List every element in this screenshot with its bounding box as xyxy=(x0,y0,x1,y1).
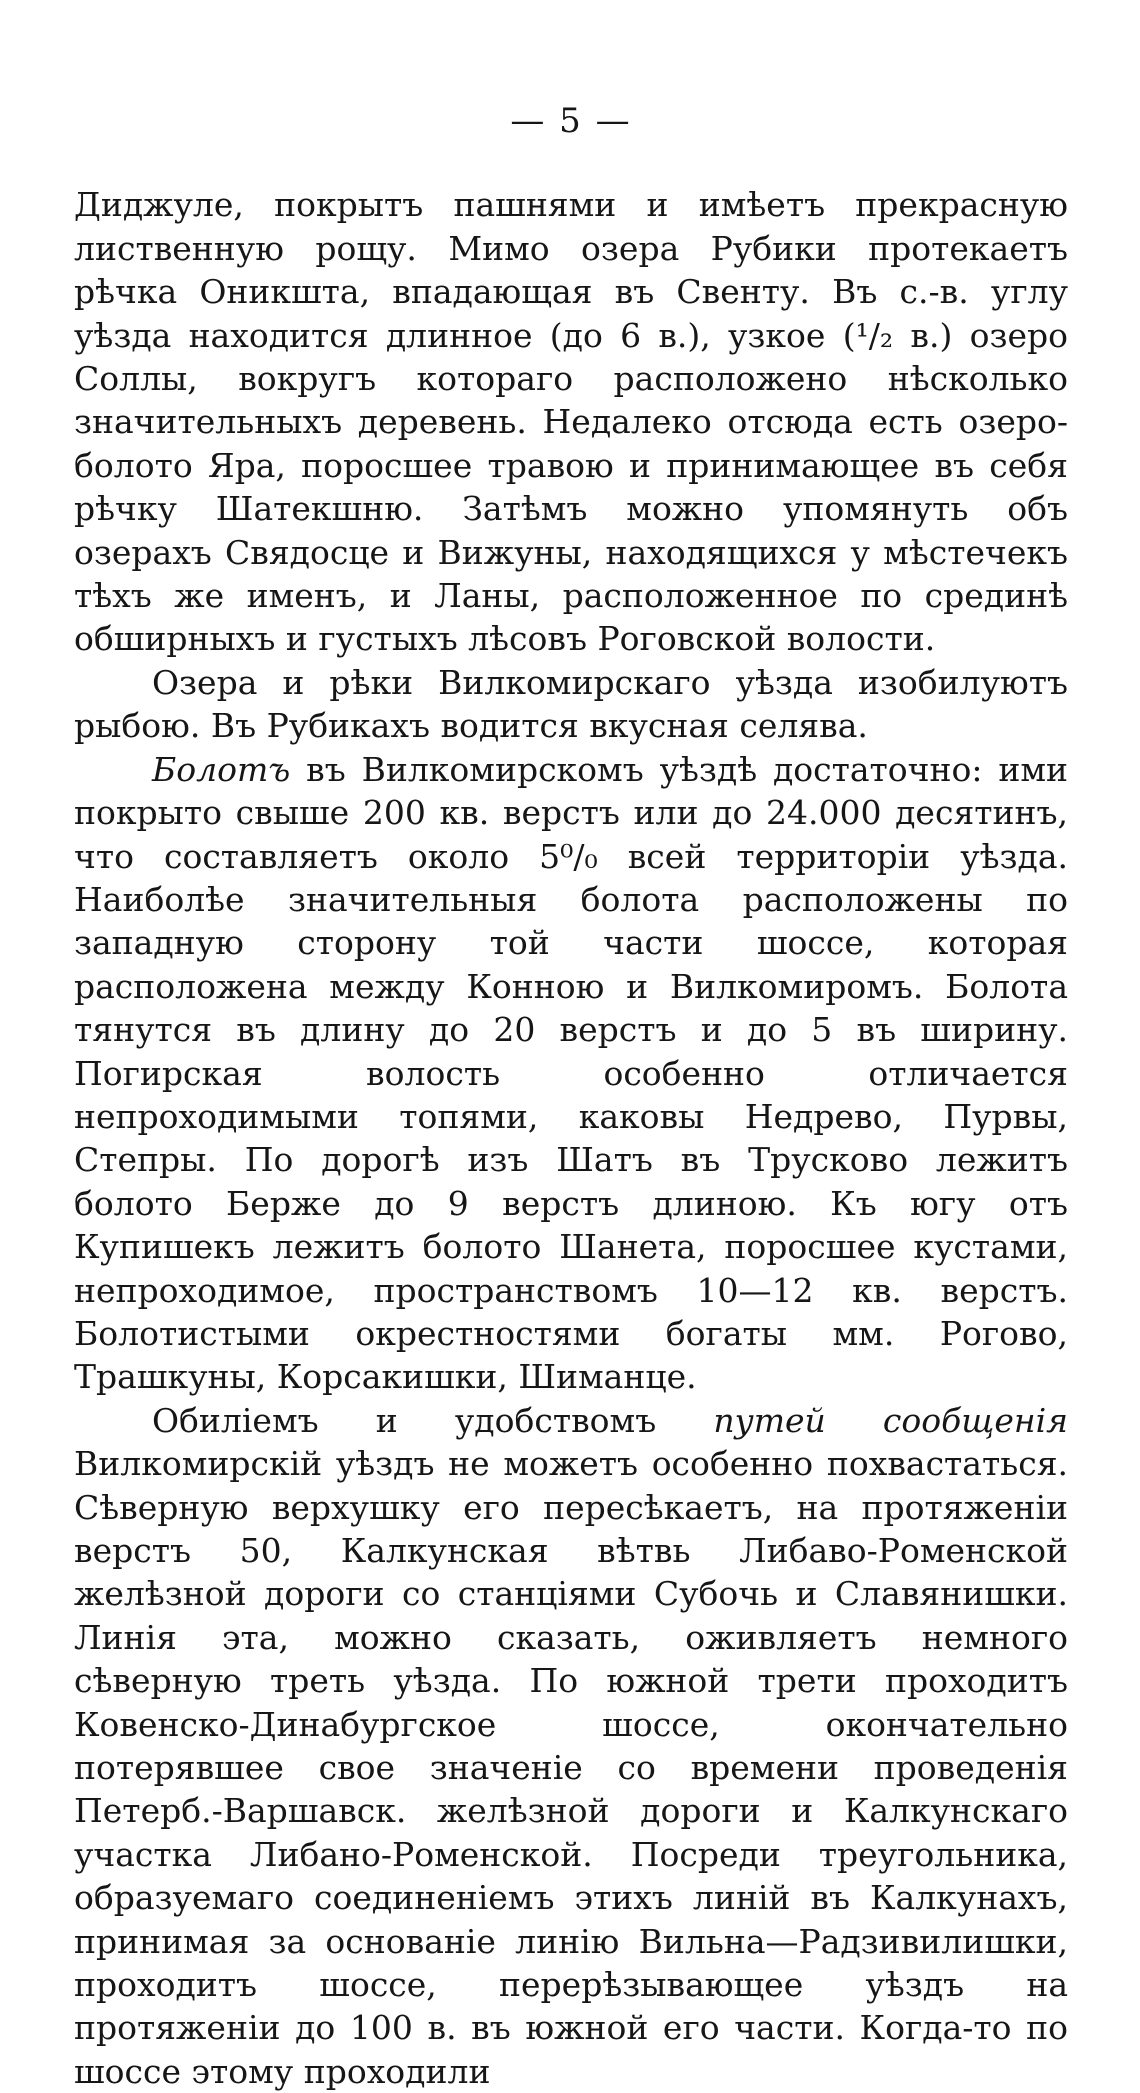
book-page xyxy=(74,100,1068,2093)
page-number: — 5 — xyxy=(510,101,632,141)
swamps-text: въ Вилкомирскомъ уѣздѣ достаточно: ими покрыто свыше 200 кв. верстъ или до 24.000 десятинъ, что составляетъ около 5⁰/₀ всей территоріи уѣзда. Наиболѣе значительныя болота расположены по западную сторону той части шоссе, которая расположена между Конною и Вилкомиромъ. Болота тянутся въ длину до 20 верстъ и до 5 въ ширину. Погирская волость особенно отличается непроходимыми топями, каковы Недрево, Пурвы, Степры. По дорогѣ изъ Шатъ въ Трусково лежитъ болото Берже до 9 верстъ длиною. Къ югу отъ Купишекъ лежитъ болото Шанета, поросшее кустами, непроходимое, пространствомъ 10—12 кв. верстъ. Болотистыми окрестностями богаты мм. Рогово, Трашкуны, Корсакишки, Шиманце. xyxy=(74,749,1068,1397)
paragraph-lakes: Диджуле, покрытъ пашнями и имѣетъ прекрасную лиственную рощу. Мимо озера Рубики протекаетъ рѣчка Оникшта, впадающая въ Свенту. Въ с.-в. углу уѣзда находится длинное (до 6 в.), узкое (¹/₂ в.) озеро Соллы, вокругъ котораго расположено нѣсколько значительныхъ деревень. Недалеко отсюда есть озеро-болото Яра, поросшее травою и принимающее въ себя рѣчку Шатекшню. Затѣмъ можно упомянуть объ озерахъ Свядосце и Вижуны, находящихся у мѣстечекъ тѣхъ же именъ, и Ланы, расположенное по срединѣ обширныхъ и густыхъ лѣсовъ Роговской волости. xyxy=(74,185,1068,659)
paragraph-fish: Озера и рѣки Вилкомирскаго уѣзда изобилуютъ рыбою. Въ Рубикахъ водится вкусная селява. xyxy=(74,662,1068,746)
roads-text-after: Вилкомирскій уѣздъ не можетъ особенно похвастаться. Сѣверную верхушку его пересѣкаетъ, на протяженіи верстъ 50, Калкунская вѣтвь Либаво-Роменской желѣзной дороги со станціями Субочь и Славянишки. Линія эта, можно сказать, оживляетъ немного сѣверную треть уѣзда. По южной трети проходитъ Ковенско-Динабургское шоссе, окончательно потерявшее свое значеніе со времени проведенія Петерб.-Варшавск. желѣзной дороги и Калкунскаго участка Либано-Роменской. Посреди треугольника, образуемаго соединеніемъ этихъ линій въ Калкунахъ, принимая за основаніе линію Вильна—Радзивилишки, проходитъ шоссе, перерѣзывающее уѣздъ на протяженіи до 100 в. въ южной его части. Когда-то по шоссе этому проходили xyxy=(74,1444,1068,2091)
roads-text-before: Обиліемъ и удобствомъ xyxy=(152,1400,714,1440)
roads-heading: путей сообщенія xyxy=(713,1400,1068,1440)
paragraph-roads xyxy=(74,1399,1068,2093)
paragraph-swamps xyxy=(74,748,1068,1399)
swamps-heading: Болотъ xyxy=(152,749,291,789)
